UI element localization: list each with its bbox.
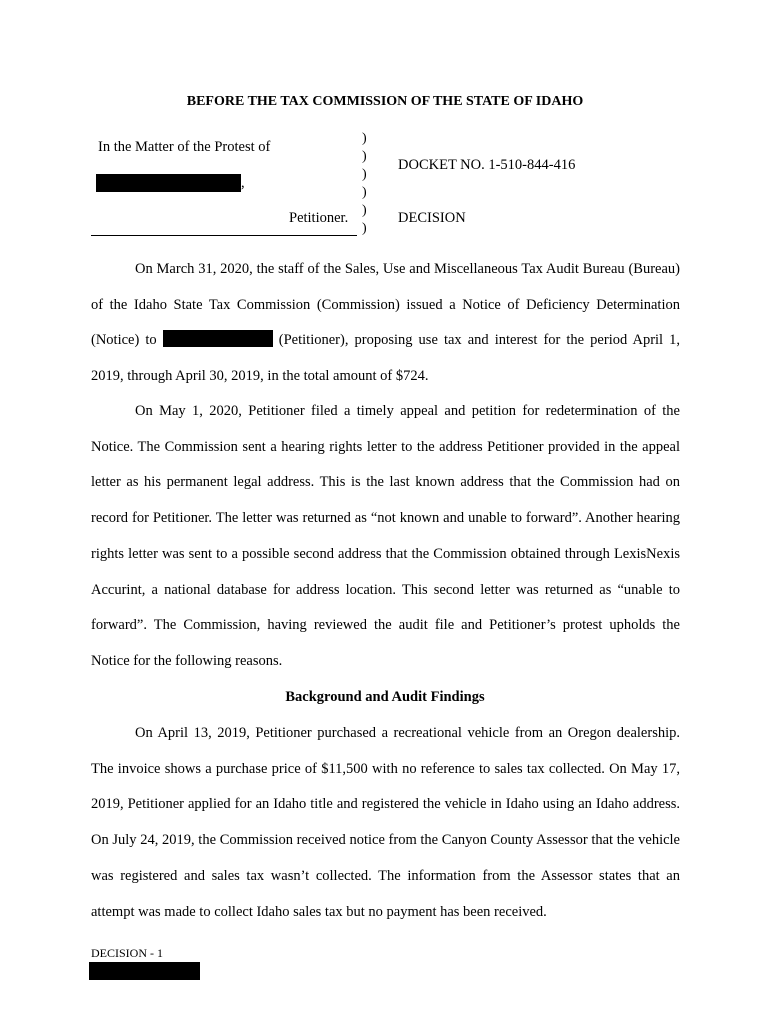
paragraph-notice-text-1: On March 31, 2020, the staff of the Sales, Use and Miscellaneous Tax Audit Bureau (Bureau) of the Idaho State Tax Commission (Commission) issued a Notice of Deficiency Determination (Notice) to [91, 261, 680, 349]
redacted-petitioner-name [96, 174, 241, 192]
paragraph-appeal-text: On May 1, 2020, Petitioner filed a timely appeal and petition for redetermination of the Notice. The Commission sent a hearing rights letter to the address Petitioner provided in the appeal letter as his permanent legal address. This is the last known address that the Commission had on record for Petitioner. The letter was returned as “not known and unable to forward”. Another hearing rights letter was sent to a possible second address that the Commission obtained through LexisNexis Accurint, a national database for address location. This second letter was returned as “unable to forward”. The Commission, having reviewed the audit file and Petitioner’s protest upholds the Notice for the following reasons. [91, 403, 680, 669]
paragraph-notice [91, 252, 680, 395]
decision-label: DECISION [398, 210, 466, 226]
matter-label: In the Matter of the Protest of [98, 139, 271, 155]
caption-parenthesis: ) ) ) ) ) ) [362, 131, 367, 236]
caption-rule [91, 235, 357, 236]
name-suffix: , [241, 175, 245, 191]
paragraph-appeal [91, 394, 680, 680]
redacted-petitioner-inline [163, 330, 273, 347]
section-heading: Background and Audit Findings [285, 689, 485, 705]
petitioner-label: Petitioner. [289, 210, 349, 226]
paragraph-notice-text-2: (Petitioner), proposing use tax and interest for the period April 1, 2019, through April 30, 2019, in the total amount of $724. [91, 332, 681, 385]
paragraph-background [91, 716, 680, 930]
redacted-footer-id [89, 962, 200, 980]
docket-number: DOCKET NO. 1-510-844-416 [398, 157, 576, 173]
document-title: BEFORE THE TAX COMMISSION OF THE STATE OF IDAHO [186, 94, 584, 109]
paragraph-background-text: On April 13, 2019, Petitioner purchased a recreational vehicle from an Oregon dealership. The invoice shows a purchase price of $11,500 with no reference to sales tax collected. On May 17, 2019, Petitioner applied for an Idaho title and registered the vehicle in Idaho using an Idaho address. On July 24, 2019, the Commission received notice from the Canyon County Assessor that the vehicle was registered and sales tax wasn’t collected. The information from the Assessor states that an attempt was made to collect Idaho sales tax but no payment has been received. [91, 725, 680, 920]
page-footer: DECISION - 1 [91, 946, 163, 960]
